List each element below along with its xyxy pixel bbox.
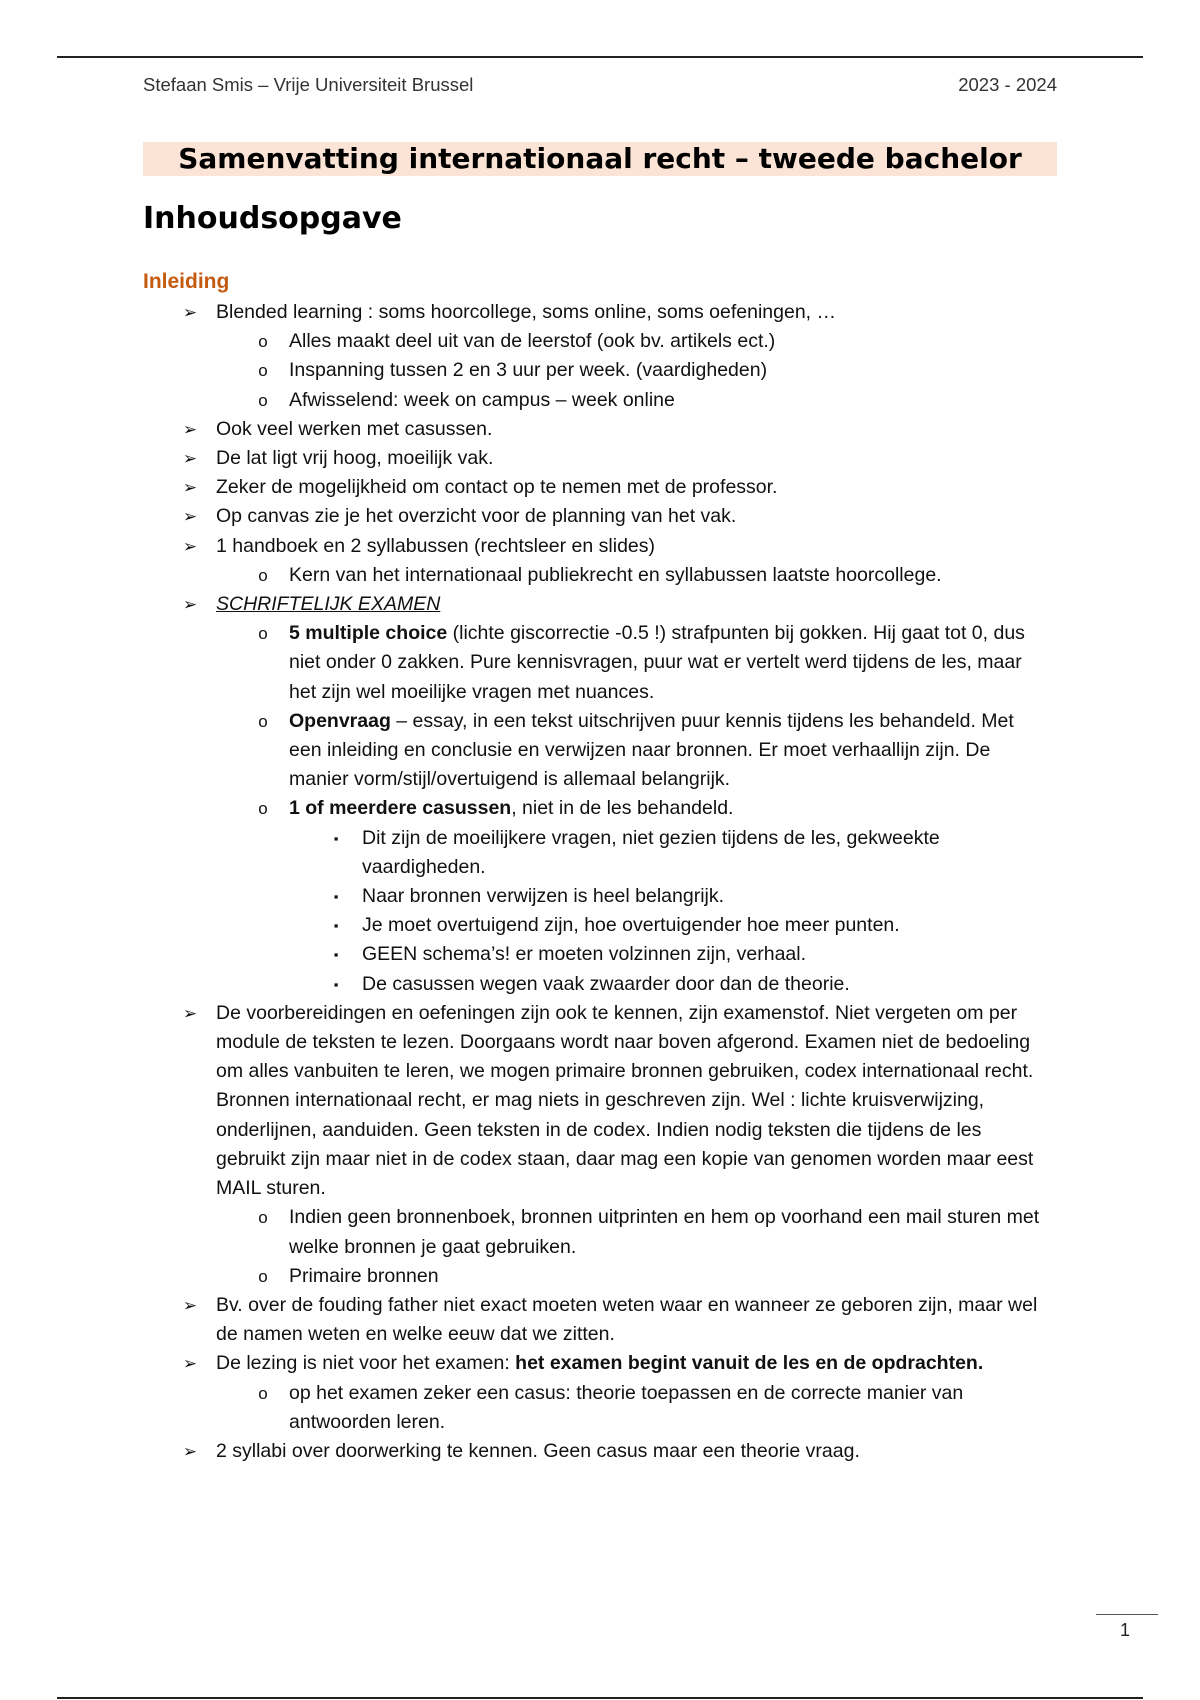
sub-list (143, 619, 1056, 999)
sub-list-item-text: op het examen zeker een casus: theorie toepassen en de correcte manier van antwoorden leren. (289, 1381, 964, 1433)
list-item-text: De voorbereidingen en oefeningen zijn ook te kennen, zijn examenstof. Niet vergeten om per module de teksten te lezen. Doorgaans wordt naar boven afgerond. Examen niet de bedoeling om alles vanbuiten te leren, we mogen primaire bronnen gebruiken, codex internationaal recht. Bronnen internationaal recht, er mag niets in geschreven zijn. Wel : lichte kruisverwijzing, onderlijnen, aanduiden. Geen teksten in de codex. Indien nodig teksten die tijdens de les gebruikt zijn maar niet in de codex staan, daar mag een kopie van genomen worden maar eest MAIL sturen. (216, 1001, 1034, 1200)
square-bullet-icon: ▪ (333, 918, 339, 934)
sub-sub-list-item (289, 824, 962, 882)
sub-sub-list-item (289, 882, 962, 911)
arrow-bullet-icon: ➢ (182, 536, 198, 556)
sub-list-item (216, 707, 1049, 795)
sub-list-item-text: (lichte giscorrectie -0.5 !) strafpunten bij gokken. Hij gaat tot 0, dus niet onder 0 zakken. Pure kennisvragen, puur wat er vertelt werd tijdens de les, maar het zijn wel moeilijke vragen met nuances. (289, 622, 1025, 703)
circle-bullet-icon: o (258, 332, 268, 352)
sub-list-item-text: , niet in de les behandeld. (511, 797, 734, 820)
arrow-bullet-icon: ➢ (182, 1354, 198, 1374)
list-item-text: 1 handboek en 2 syllabussen (rechtsleer en slides) (216, 534, 656, 557)
arrow-bullet-icon: ➢ (182, 1441, 198, 1461)
sub-list-item-text: Afwisselend: week on campus – week online (289, 388, 675, 411)
arrow-bullet-icon: ➢ (182, 303, 198, 322)
circle-bullet-icon: o (258, 624, 268, 644)
sub-sub-list-item-text: GEEN schema’s! er moeten volzinnen zijn, verhaal. (362, 943, 807, 966)
arrow-bullet-icon: ➢ (182, 478, 198, 498)
circle-bullet-icon: o (258, 1266, 268, 1286)
page-header (143, 74, 1057, 96)
list-item (143, 999, 1056, 1291)
list-item-text: Blended learning : soms hoorcollege, soms online, soms oefeningen, … (216, 301, 837, 323)
sub-list (143, 327, 1056, 415)
sub-list (143, 561, 1056, 590)
circle-bullet-icon: o (258, 1208, 268, 1228)
sub-list-item (216, 1379, 1049, 1437)
document-title: Samenvatting internationaal recht – tweede bachelor (143, 142, 1057, 176)
sub-list-item (216, 356, 1049, 385)
sub-list-item-text: Inspanning tussen 2 en 3 uur per week. (vaardigheden) (289, 359, 768, 382)
sub-list-item (216, 327, 1049, 356)
sub-sub-list-item (289, 940, 962, 969)
sub-list-item (216, 1203, 1049, 1261)
circle-bullet-icon: o (258, 799, 268, 819)
header-year: 2023 - 2024 (958, 74, 1057, 95)
sub-list-item (216, 386, 1049, 415)
arrow-bullet-icon: ➢ (182, 419, 198, 439)
arrow-bullet-icon: ➢ (182, 507, 198, 527)
sub-list-item-text: Primaire bronnen (289, 1264, 439, 1287)
sub-list-item-text: Kern van het internationaal publiekrecht en syllabussen laatste hoorcollege. (289, 563, 942, 586)
list-item-text: 2 syllabi over doorwerking te kennen. Geen casus maar een theorie vraag. (216, 1439, 860, 1462)
list-item (143, 532, 1056, 590)
toc-heading: Inhoudsopgave (143, 201, 402, 236)
square-bullet-icon: ▪ (333, 889, 339, 905)
bold-term: 5 multiple choice (289, 622, 448, 645)
bottom-rule (57, 1697, 1143, 1699)
list-item-text: Ook veel werken met casussen. (216, 417, 493, 440)
list-item (143, 298, 1056, 415)
list-item (143, 502, 1056, 531)
circle-bullet-icon: o (258, 711, 268, 731)
circle-bullet-icon: o (258, 390, 268, 410)
list-item (143, 1291, 1056, 1349)
list-item (143, 1437, 1056, 1466)
circle-bullet-icon: o (258, 1383, 268, 1403)
bold-term: het examen begint vanuit de les en de opdrachten. (515, 1352, 984, 1375)
list-item-text: Bv. over de fouding father niet exact moeten weten waar en wanneer ze geboren zijn, maar wel de namen weten en welke eeuw dat we zitten. (216, 1293, 1038, 1346)
sub-sub-list-item-text: De casussen wegen vaak zwaarder door dan de theorie. (362, 972, 850, 995)
list-item (143, 415, 1056, 444)
list-item-text: De lezing is niet voor het examen: (216, 1352, 516, 1375)
list-item (143, 473, 1056, 502)
sub-list-item-text: Indien geen bronnenboek, bronnen uitprinten en hem op voorhand een mail sturen met welke bronnen je gaat gebruiken. (289, 1206, 1040, 1258)
top-rule (57, 56, 1143, 58)
list-item (143, 444, 1056, 473)
page-number: 1 (1120, 1620, 1131, 1640)
section-heading: Inleiding (143, 270, 230, 293)
list-item (143, 1349, 1056, 1437)
sub-list-item (216, 561, 1049, 590)
list-item (143, 590, 1056, 999)
sub-sub-list-item (289, 970, 962, 999)
bullet-list (143, 298, 1063, 1466)
square-bullet-icon: ▪ (333, 976, 339, 992)
sub-list-item (216, 794, 1049, 998)
list-item-text: Op canvas zie je het overzicht voor de planning van het vak. (216, 505, 737, 528)
footer-rule (1096, 1614, 1158, 1615)
arrow-bullet-icon: ➢ (182, 595, 198, 615)
sub-sub-list-item (289, 911, 962, 940)
sub-list (143, 1379, 1056, 1437)
sub-sub-list-item-text: Dit zijn de moeilijkere vragen, niet gezien tijdens de les, gekweekte vaardigheden. (362, 826, 940, 878)
document-body (143, 266, 1063, 1466)
circle-bullet-icon: o (258, 565, 268, 585)
sub-list-item-text: – essay, in een tekst uitschrijven puur kennis tijdens les behandeld. Met een inleiding en conclusie en verwijzen naar bronnen. Er moet verhaallijn zijn. De manier vorm/stijl/overtuigend is allemaal belangrijk. (289, 709, 1014, 791)
arrow-bullet-icon: ➢ (182, 1295, 198, 1315)
sub-list-item-text: Alles maakt deel uit van de leerstof (ook bv. artikels ect.) (289, 330, 776, 353)
bold-term: Openvraag (289, 709, 391, 732)
sub-list-item (216, 1262, 1049, 1291)
sub-sub-list (289, 824, 1049, 999)
list-item-text: De lat ligt vrij hoog, moeilijk vak. (216, 447, 494, 470)
arrow-bullet-icon: ➢ (182, 449, 198, 469)
square-bullet-icon: ▪ (333, 830, 339, 846)
circle-bullet-icon: o (258, 361, 268, 381)
list-item-text: Zeker de mogelijkheid om contact op te nemen met de professor. (216, 476, 778, 499)
square-bullet-icon: ▪ (333, 947, 339, 963)
sub-sub-list-item-text: Naar bronnen verwijzen is heel belangrijk. (362, 885, 725, 908)
arrow-bullet-icon: ➢ (182, 1003, 198, 1023)
header-author: Stefaan Smis – Vrije Universiteit Brussel (143, 74, 474, 95)
sub-list-item (216, 619, 1049, 707)
bold-term: 1 of meerdere casussen (289, 797, 512, 820)
sub-list (143, 1203, 1056, 1291)
sub-sub-list-item-text: Je moet overtuigend zijn, hoe overtuigender hoe meer punten. (362, 914, 900, 937)
exam-subheading: SCHRIFTELIJK EXAMEN (216, 593, 441, 616)
